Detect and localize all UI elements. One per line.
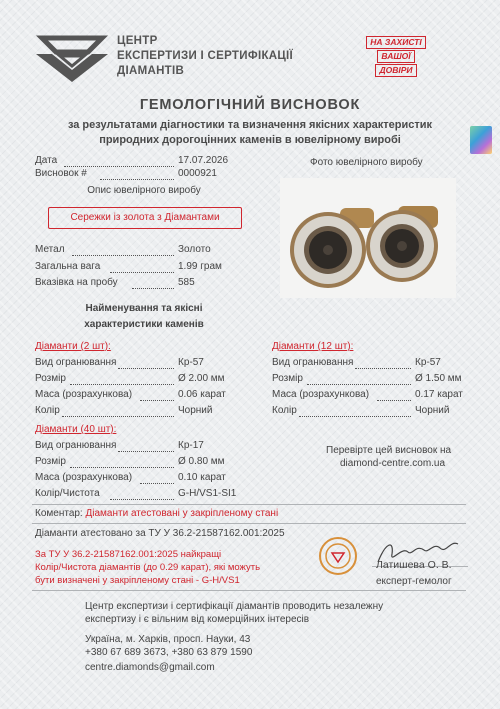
group1-cut-label: Вид огранювання xyxy=(35,357,117,368)
footer-phones: +380 67 689 3673, +380 63 879 1590 xyxy=(85,647,253,658)
group2-mass-value: 0.17 карат xyxy=(415,389,463,400)
hallmark-label: Вказівка на пробу xyxy=(35,277,118,288)
trust-stamp xyxy=(350,36,442,78)
item-name-box: Сережки із золота з Діамантами xyxy=(48,207,242,229)
verify-text: Перевірте цей висновок на xyxy=(326,445,452,456)
group1-size-value: Ø 2.00 мм xyxy=(178,373,225,384)
group3-color-value: G-H/VS1-SI1 xyxy=(178,488,237,499)
dotted-leader xyxy=(118,451,174,452)
dotted-leader xyxy=(62,416,174,417)
dotted-leader xyxy=(110,499,174,500)
hologram-sticker-icon xyxy=(470,126,492,154)
group2-color-label: Колір xyxy=(272,405,297,416)
comment-text: Діаманти атестовані у закріпленому стані xyxy=(85,508,279,519)
divider xyxy=(32,523,466,524)
dotted-leader xyxy=(70,384,174,385)
comment xyxy=(35,508,278,519)
weight-value: 1.99 грам xyxy=(178,261,222,272)
clarity-note-line-2: Колір/Чистота діамантів (до 0.29 карат), які можуть xyxy=(35,562,261,573)
group2-size-value: Ø 1.50 мм xyxy=(415,373,462,384)
dotted-leader xyxy=(355,368,411,369)
metal-label: Метал xyxy=(35,244,65,255)
dotted-leader xyxy=(110,272,174,273)
diamond-logo-icon xyxy=(32,30,112,85)
dotted-leader xyxy=(100,179,174,180)
expert-role: експерт-гемолог xyxy=(376,576,452,587)
group3-mass-label: Маса (розрахункова) xyxy=(35,472,133,483)
document-title: ГЕМОЛОГІЧНИЙ ВИСНОВОК xyxy=(139,97,361,113)
dotted-leader xyxy=(118,368,174,369)
group1-mass-value: 0.06 карат xyxy=(178,389,226,400)
date-value: 17.07.2026 xyxy=(178,155,229,166)
comment-label: Коментар: xyxy=(35,508,83,519)
group3-color-label: Колір/Чистота xyxy=(35,488,100,499)
org-line-1: ЦЕНТР xyxy=(117,35,158,47)
footer-line-2: експертизу і є вільним від комерційних інтересів xyxy=(85,614,310,625)
group2-size-label: Розмір xyxy=(272,373,303,384)
number-label: Висновок # xyxy=(35,168,87,179)
group3-mass-value: 0.10 карат xyxy=(178,472,226,483)
group2-mass-label: Маса (розрахункова) xyxy=(272,389,370,400)
footer-email[interactable]: centre.diamonds@gmail.com xyxy=(85,662,215,673)
subtitle-line-2: природних дорогоцінних каменів в ювелірному виробі xyxy=(99,134,401,146)
group3-size-value: Ø 0.80 мм xyxy=(178,456,225,467)
weight-label: Загальна вага xyxy=(35,261,101,272)
group3-cut-label: Вид огранювання xyxy=(35,440,117,451)
clarity-note-line-3: бути визначені у закріпленому стані - G-H/VS1 xyxy=(35,575,240,586)
subtitle-line-1: за результатами діагностики та визначення якісних характеристик xyxy=(67,119,433,131)
date-label: Дата xyxy=(35,155,58,166)
stamp-line-1: НА ЗАХИСТІ xyxy=(366,36,425,49)
clarity-note xyxy=(35,548,260,587)
dotted-leader xyxy=(307,384,411,385)
group1-title: Діаманти (2 шт): xyxy=(35,341,111,352)
group2-title: Діаманти (12 шт): xyxy=(272,341,354,352)
divider xyxy=(32,504,466,505)
dotted-leader xyxy=(299,416,411,417)
group1-size-label: Розмір xyxy=(35,373,66,384)
organization-name xyxy=(117,34,293,79)
dotted-leader xyxy=(70,467,174,468)
metal-value: Золото xyxy=(178,244,211,255)
dotted-leader xyxy=(64,166,174,167)
group3-title: Діаманти (40 шт): xyxy=(35,424,117,435)
stones-header xyxy=(48,301,240,333)
clarity-note-line-1: За ТУ У 36.2-21587162.001:2025 найкращі xyxy=(35,549,222,560)
dotted-leader xyxy=(377,400,411,401)
stones-header-line-2: характеристики каменів xyxy=(84,319,204,330)
dotted-leader xyxy=(132,288,174,289)
stones-header-line-1: Найменування та якісні xyxy=(85,303,203,314)
group2-color-value: Чорний xyxy=(415,405,450,416)
group2-cut-label: Вид огранювання xyxy=(272,357,354,368)
hallmark-value: 585 xyxy=(178,277,195,288)
document-subtitle xyxy=(40,118,460,148)
photo-label: Фото ювелірного виробу xyxy=(310,157,423,168)
verify-link[interactable]: diamond-centre.com.ua xyxy=(340,458,446,469)
dotted-leader xyxy=(140,400,174,401)
earrings-photo xyxy=(280,178,456,298)
org-line-2: ЕКСПЕРТИЗИ І СЕРТИФІКАЦІЇ xyxy=(117,50,294,62)
description-header: Опис ювелірного виробу xyxy=(87,185,201,196)
group3-size-label: Розмір xyxy=(35,456,66,467)
group1-mass-label: Маса (розрахункова) xyxy=(35,389,133,400)
number-value: 0000921 xyxy=(178,168,217,179)
footer-address: Україна, м. Харків, просп. Науки, 43 xyxy=(85,634,251,645)
group1-cut-value: Кр-57 xyxy=(178,357,204,368)
stamp-line-3: ДОВІРИ xyxy=(375,64,416,77)
official-seal-icon xyxy=(318,536,358,576)
group1-color-value: Чорний xyxy=(178,405,213,416)
expert-name: Латишева О. В. xyxy=(376,559,452,571)
group1-color-label: Колір xyxy=(35,405,60,416)
group2-cut-value: Кр-57 xyxy=(415,357,441,368)
dotted-leader xyxy=(140,483,174,484)
standard-note: Діаманти атестовано за ТУ У 36.2-21587162.001:2025 xyxy=(35,528,285,539)
footer-line-1: Центр експертизи і сертифікації діамантів проводить незалежну xyxy=(85,601,384,612)
org-line-3: ДІАМАНТІВ xyxy=(117,65,185,77)
divider xyxy=(32,590,466,591)
stamp-line-2: ВАШОЇ xyxy=(377,50,414,63)
group3-cut-value: Кр-17 xyxy=(178,440,204,451)
dotted-leader xyxy=(72,255,174,256)
